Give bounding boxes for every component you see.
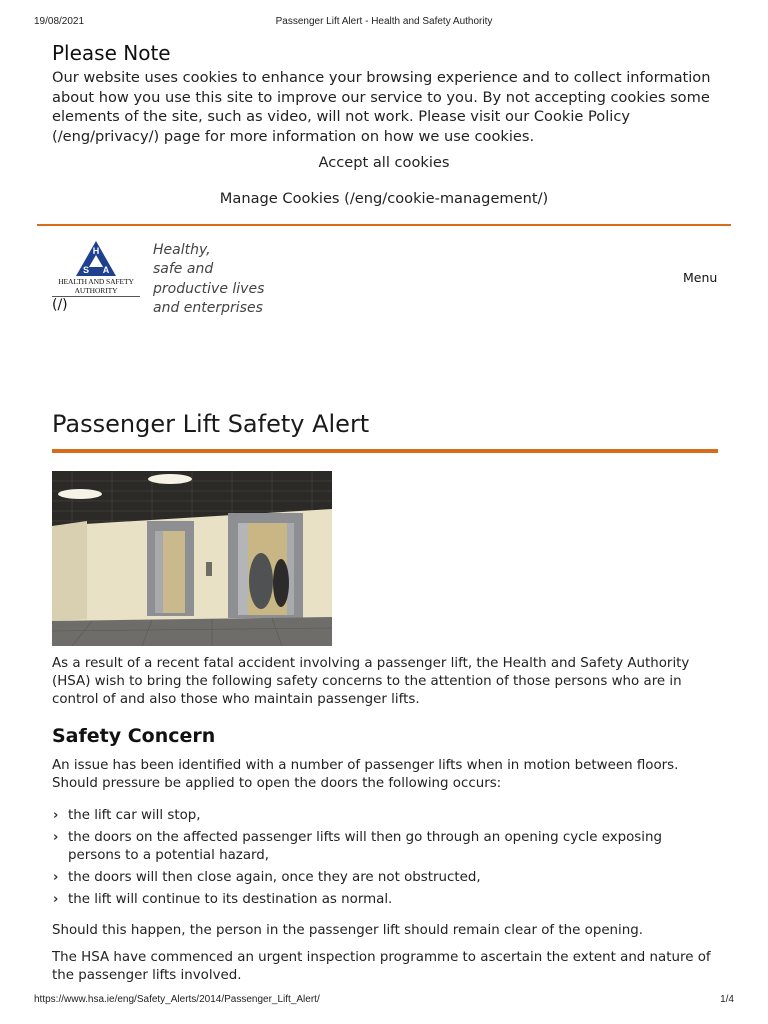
list-item-text: the doors on the affected passenger lifts will then go through an opening cycle exposing persons to a potential hazard, bbox=[68, 830, 662, 863]
tagline bbox=[153, 241, 264, 318]
list-item-text: the lift car will stop, bbox=[68, 808, 201, 823]
chevron-right-icon: › bbox=[53, 830, 59, 845]
menu-button[interactable]: Menu bbox=[683, 270, 718, 285]
inspection-paragraph: The HSA have commenced an urgent inspection programme to ascertain the extent and nature of the passenger lifts involved. bbox=[52, 950, 711, 983]
tagline-line: Healthy, bbox=[153, 242, 211, 258]
chevron-right-icon: › bbox=[53, 808, 59, 823]
manage-cookies-link[interactable]: Manage Cookies (/eng/cookie-management/) bbox=[219, 190, 549, 207]
print-date: 19/08/2021 bbox=[34, 16, 85, 27]
list-item-text: the doors will then close again, once they are not obstructed, bbox=[68, 870, 481, 885]
accept-cookies-button[interactable]: Accept all cookies bbox=[318, 154, 450, 171]
list-item bbox=[52, 869, 718, 887]
logo-letter-s: S bbox=[82, 265, 90, 275]
cookie-banner-text: Our website uses cookies to enhance your browsing experience and to collect information about how you use this site to improve our service to you. By not accepting cookies some elements of the site, such as video, will not work. Please visit our Cookie Policy (/eng/privacy/) page for more information on how we use cookies. bbox=[52, 69, 711, 145]
hsa-logo-icon bbox=[52, 240, 140, 278]
logo-org-name-line1: HEALTH AND SAFETY bbox=[58, 277, 134, 286]
hsa-logo[interactable] bbox=[52, 240, 140, 297]
tagline-line: productive lives bbox=[153, 280, 265, 297]
print-page-number: 1/4 bbox=[720, 994, 734, 1005]
home-link[interactable]: (/) bbox=[52, 297, 68, 313]
cookie-banner bbox=[52, 40, 716, 207]
intro-paragraph: As a result of a recent fatal accident involving a passenger lift, the Health and Safety Authority (HSA) wish to bring the following safety concerns to the attention of those persons who are in control of and also those who maintain passenger lifts. bbox=[52, 656, 690, 707]
chevron-right-icon: › bbox=[53, 870, 59, 885]
logo-org-name-line2: AUTHORITY bbox=[74, 285, 118, 295]
list-item bbox=[52, 891, 718, 909]
remain-clear-paragraph: Should this happen, the person in the passenger lift should remain clear of the opening. bbox=[52, 923, 644, 938]
list-item bbox=[52, 807, 718, 825]
concern-bullet-list bbox=[52, 807, 718, 913]
logo-letter-h: H bbox=[92, 246, 100, 256]
print-footer bbox=[34, 994, 734, 1008]
cookie-divider bbox=[37, 224, 731, 226]
chevron-right-icon: › bbox=[53, 892, 59, 907]
list-item bbox=[52, 829, 718, 865]
print-url: https://www.hsa.ie/eng/Safety_Alerts/2014/Passenger_Lift_Alert/ bbox=[34, 994, 320, 1005]
lift-photo bbox=[52, 471, 332, 646]
logo-letter-a: A bbox=[102, 265, 110, 275]
cookie-banner-title: Please Note bbox=[52, 41, 171, 65]
list-item-text: the lift will continue to its destination as normal. bbox=[68, 892, 393, 907]
print-page-title: Passenger Lift Alert - Health and Safety Authority bbox=[275, 16, 493, 27]
page-title: Passenger Lift Safety Alert bbox=[52, 410, 370, 438]
tagline-line: safe and bbox=[153, 261, 214, 278]
tagline-line: and enterprises bbox=[153, 299, 263, 316]
concern-paragraph: An issue has been identified with a number of passenger lifts when in motion between floors. Should pressure be applied to open the doors the following occurs: bbox=[52, 758, 679, 791]
title-underline bbox=[52, 449, 718, 453]
print-header bbox=[34, 16, 734, 30]
section-title-safety-concern: Safety Concern bbox=[52, 725, 216, 747]
